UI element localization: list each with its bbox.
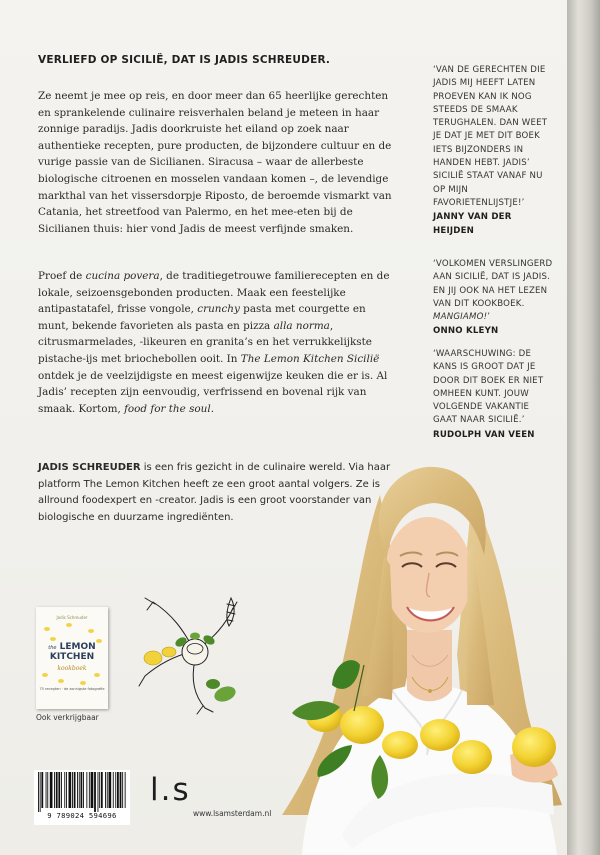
barcode-bar (74, 772, 76, 808)
barcode-bar (56, 772, 58, 808)
barcode-bar (99, 772, 100, 808)
barcode-bar (66, 772, 67, 808)
barcode-bar (115, 772, 116, 808)
barcode-bar (91, 772, 94, 808)
barcode-bar (72, 772, 73, 808)
barcode-bar (40, 772, 41, 812)
barcode-bar (89, 772, 90, 808)
review-quote: ‘VAN DE GERECHTEN DIE JADIS MIJ HEEFT LATEN PROEVEN KAN IK NOG STEEDS DE SMAAK TERUGHALEN. DAN WEET JE DAT JE MET DIT BOEK IETS BIJZONDERS IN HANDEN HEBT. JADIS’ SICILIË STAAT VANAF NU OP MIJN FAVORIETENLIJSTJE!’ JANNY VAN DER HEIJDEN (433, 64, 553, 238)
barcode-bar (81, 772, 83, 808)
trinacria-lemon-emblem-icon (133, 590, 255, 718)
author-name: JADIS SCHREUDER (38, 462, 141, 473)
barcode-bar (94, 772, 96, 812)
barcode-bar (41, 772, 43, 808)
barcode-bar (113, 772, 114, 808)
barcode-bar (105, 772, 106, 808)
publisher-url[interactable]: www.lsamsterdam.nl (193, 809, 272, 818)
barcode-bar (120, 772, 122, 808)
barcode-number: 9 789024 594696 (47, 811, 117, 820)
barcode-bar (46, 772, 47, 808)
recipes-paragraph: Proef de cucina povera, de traditiegetrouwe familierecepten en de lokale, seizoensgebonden producten. Maak een feestelijke antipastatafel, frisse vongole, crunchy pasta met courgette en munt, bekende favorieten als pasta en pizza alla norma, citrusmarmelades, -likeuren en granita’s en het verrukkelijkste pistache-ijs met briochebollen ooit. In The Lemon Kitchen Sicilië ontdek je de veelzijdigste en meest eigenwijze keuken die er is. Al Jadis’ recepten zijn eenvoudig, verfrissend en bovenal rijk van smaak. Kortom, food for the soul. (38, 270, 390, 415)
review-quote: ‘WAARSCHUWING: DE KANS IS GROOT DAT JE DOOR DIT BOEK ER NIET OMHEEN KUNT. JOUW VOLGENDE VAKANTIE GAAT NAAR SICILIË.’ RUDOLPH VAN VEEN (433, 348, 553, 442)
barcode-bar (47, 772, 48, 808)
book-spine (567, 0, 600, 855)
barcode-bar (77, 772, 78, 808)
barcode-bar (122, 772, 123, 808)
barcode-bar (69, 772, 72, 808)
barcode-bar (83, 772, 84, 808)
barcode-bar (107, 772, 108, 808)
barcode-bar (61, 772, 62, 808)
barcode-bar (58, 772, 60, 808)
also-available-label: Ook verkrijgbaar (36, 713, 99, 722)
headline: VERLIEFD OP SICILIË, DAT IS JADIS SCHREUDER. (38, 54, 331, 66)
intro-paragraph: Ze neemt je mee op reis, en door meer dan 65 heerlijke gerechten en sprankelende culinaire reisverhalen beland je meteen in haar zonnige paradijs. Jadis doorkruiste het eiland op zoek naar authentieke recepten, pure producten, de bijzondere cultuur en de vurige passie van de Sicilianen. Siracusa – waar de allerbeste biologische citroenen en mosselen vandaan komen –, de levendige markthal van het vissersdorpje Riposto, de beroemde vismarkt van Catania, het streetfood van Palermo, en het mee-eten bij de Sicilianen thuis: hier vond Jadis de meest verfijnde smaken. (38, 90, 392, 235)
quote-author: RUDOLPH VAN VEEN (433, 429, 535, 440)
barcode-bar (64, 772, 65, 808)
barcode-bar (98, 772, 99, 812)
barcode-bar (50, 772, 53, 808)
barcode-bar (38, 772, 39, 812)
also-available-book-cover: Jadis Schreuder the LEMON KITCHEN kookboek 75 recepten · de zonnigste fotografie (36, 607, 108, 709)
barcode-bar (86, 772, 87, 808)
barcode-bar (101, 772, 103, 808)
barcode-bar (79, 772, 80, 808)
barcode-bar (109, 772, 112, 808)
quote-author: ONNO KLEYN (433, 326, 499, 337)
barcode-bar (54, 772, 55, 808)
review-quote: ‘VOLKOMEN VERSLINGERD AAN SICILIË, DAT IS JADIS. EN JIJ OOK NA HET LEZEN VAN DIT KOOKBOEK. MANGIAMO!’ ONNO KLEYN (433, 258, 553, 339)
author-portrait-photo (262, 455, 567, 855)
quote-author: JANNY VAN DER HEIJDEN (433, 212, 512, 236)
barcode-bar (125, 772, 126, 808)
publisher-logo: l.s (150, 772, 191, 808)
author-bio: JADIS SCHREUDER is een fris gezicht in de culinaire wereld. Via haar platform The Lemon Kitchen heeft ze een groot aantal volgers. Ze is allround foodexpert en -creator. Jadis is een groot voorstander van biologische en duurzame ingrediënten. (38, 462, 391, 523)
barcode-bar (117, 772, 119, 808)
